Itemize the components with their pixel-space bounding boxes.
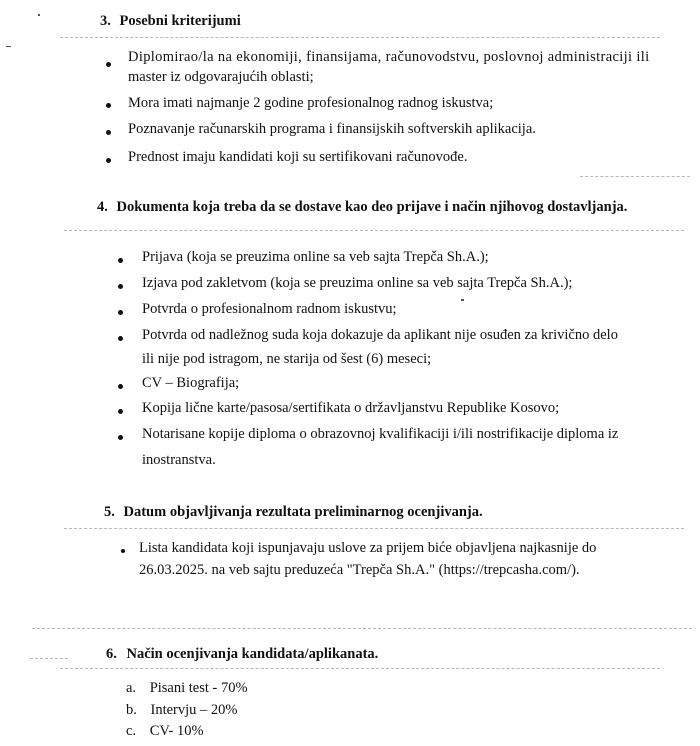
item-text: CV- 10% [149, 723, 204, 739]
divider [64, 230, 684, 231]
bullet [118, 258, 123, 263]
bullet [121, 549, 125, 553]
item-letter: c. [126, 723, 137, 739]
divider [30, 658, 68, 659]
section-6-title: Način ocenjivanja kandidata/aplikanata. [126, 646, 379, 662]
list-item: Prijava (koja se preuzima online sa veb sajta Trepča Sh.A.); [142, 249, 489, 265]
list-item: Kopija lične karte/pasosa/sertifikata o državljanstvu Republike Kosovo; [142, 400, 560, 416]
section-5-title: Datum objavljivanja rezultata preliminarnog ocenjivanja. [123, 504, 483, 520]
bullet [118, 310, 123, 315]
section-3-number: 3. [100, 13, 111, 29]
bullet [118, 409, 123, 414]
section-4-title: Dokumenta koja treba da se dostave kao deo prijave i način njihovog dostavljanja. [116, 199, 628, 215]
divider [60, 37, 660, 38]
list-item-continuation: 26.03.2025. na veb sajtu preduzeća "Trepča Sh.A." (https://trepcasha.com/). [139, 562, 580, 578]
list-item: Potvrda od nadležnog suda koja dokazuje da aplikant nije osuđen za krivično delo [142, 327, 618, 343]
bullet [118, 384, 123, 389]
lettered-item [126, 680, 248, 697]
item-text: Pisani test - 70% [149, 680, 248, 696]
lettered-item [126, 723, 204, 740]
bullet [106, 62, 111, 67]
section-3-heading [100, 13, 241, 30]
list-item: Notarisane kopije diploma o obrazovnoj kvalifikaciji i/ili nostrifikacije diploma iz [142, 426, 619, 442]
list-item: Prednost imaju kandidati koji su sertifikovani računovođe. [128, 149, 468, 165]
list-item-continuation: master iz odgovarajućih oblasti; [128, 69, 314, 85]
section-6-number: 6. [106, 646, 117, 662]
list-item: Poznavanje računarskih programa i finansijskih softverskih aplikacija. [128, 121, 536, 137]
divider [580, 176, 690, 177]
section-3-title: Posebni kriterijumi [119, 13, 241, 29]
item-letter: b. [126, 702, 137, 718]
lettered-item [126, 702, 237, 719]
item-letter: a. [126, 680, 137, 696]
bullet [118, 336, 123, 341]
section-5-heading [104, 504, 483, 521]
bullet [118, 435, 123, 440]
list-item-continuation: ili nije pod istragom, ne starija od šest (6) meseci; [142, 351, 432, 367]
list-item-continuation: inostranstva. [142, 452, 216, 468]
bullet [106, 130, 111, 135]
list-item: Lista kandidata koji ispunjavaju uslove za prijem biće objavljena najkasnije do [139, 540, 597, 556]
divider [60, 668, 660, 669]
list-item: CV – Biografija; [142, 375, 240, 391]
list-item: Diplomirao/la na ekonomiji, finansijama, računovodstvu, poslovnoj administraciji ili [128, 49, 650, 65]
bullet [106, 103, 111, 108]
list-item: Izjava pod zakletvom (koja se preuzima online sa veb sajta Trepča Sh.A.); [142, 275, 573, 291]
section-4-number: 4. [97, 199, 108, 215]
bullet [106, 158, 111, 163]
list-item: Mora imati najmanje 2 godine profesionalnog radnog iskustva; [128, 95, 494, 111]
bullet [118, 284, 123, 289]
section-4-heading [97, 199, 627, 216]
section-6-heading [106, 646, 378, 663]
item-text: Intervju – 20% [150, 702, 238, 718]
divider [32, 628, 692, 629]
section-5-number: 5. [104, 504, 115, 520]
divider [64, 528, 684, 529]
scan-speck [461, 299, 464, 301]
scan-speck [38, 14, 40, 16]
scan-speck [6, 46, 11, 47]
list-item: Potvrda o profesionalnom radnom iskustvu; [142, 301, 397, 317]
